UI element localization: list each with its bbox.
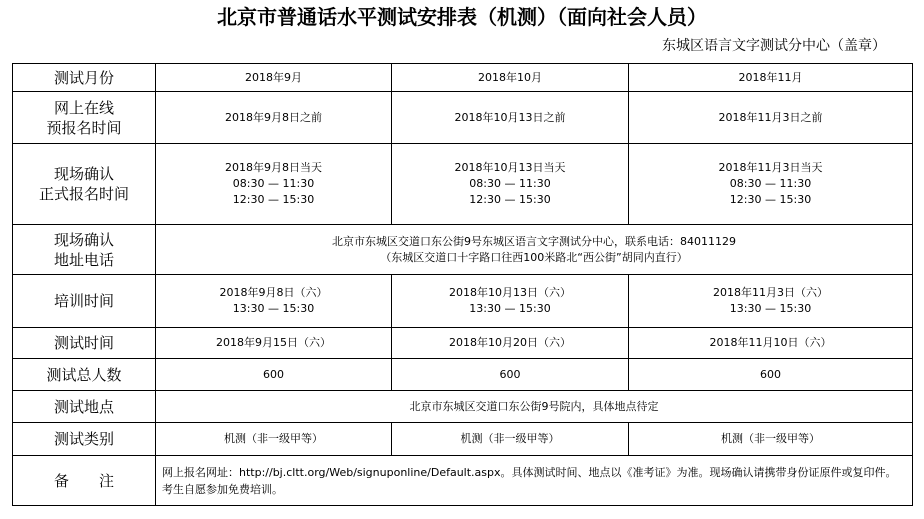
page-title: 北京市普通话水平测试安排表（机测）（面向社会人员） [217, 5, 707, 29]
onsite-afternoon-hours: 12:30 — 15:30 [729, 193, 812, 206]
training-hours: 13:30 — 15:30 [729, 302, 812, 315]
onsite-afternoon-hours: 12:30 — 15:30 [232, 193, 315, 206]
total-cell-2: 600 [392, 359, 629, 391]
training-date: 2018年11月3日（六） [713, 286, 828, 299]
total-cell-3: 600 [629, 359, 913, 391]
online-cell-1: 2018年9月8日之前 [156, 92, 392, 144]
onsite-date: 2018年10月13日当天 [454, 161, 566, 174]
address-directions: （东城区交道口十字路口往西100米路北“西公街”胡同内直行） [380, 250, 688, 264]
training-hours: 13:30 — 15:30 [469, 302, 551, 315]
row-label-address-phone [13, 225, 156, 275]
onsite-afternoon-hours: 12:30 — 15:30 [469, 193, 551, 206]
table-row-exam-location [13, 391, 913, 423]
training-hours: 13:30 — 15:30 [232, 302, 315, 315]
month-cell-2: 2018年10月 [392, 64, 629, 92]
table-row-remarks [13, 456, 913, 506]
month-cell-3: 2018年11月 [629, 64, 913, 92]
table-row-exam-time [13, 328, 913, 359]
row-label-onsite-registration [13, 144, 156, 225]
category-cell-2: 机测（非一级甲等） [392, 423, 629, 456]
month-cell-1: 2018年9月 [156, 64, 392, 92]
online-cell-2: 2018年10月13日之前 [392, 92, 629, 144]
onsite-cell-3 [629, 144, 913, 225]
onsite-morning-hours: 08:30 — 11:30 [729, 177, 812, 190]
table-row-exam-category [13, 423, 913, 456]
row-label-line: 现场确认 [53, 230, 114, 249]
table-row-month [13, 64, 913, 92]
exam-time-cell-2: 2018年10月20日（六） [392, 328, 629, 359]
row-label-month: 测试月份 [13, 64, 156, 92]
row-label-line: 现场确认 [53, 165, 114, 183]
onsite-morning-hours: 08:30 — 11:30 [469, 177, 551, 190]
row-label-training: 培训时间 [13, 275, 156, 328]
row-label-line: 正式报名时间 [38, 185, 129, 203]
row-label-line: 地址电话 [53, 250, 114, 269]
onsite-morning-hours: 08:30 — 11:30 [232, 177, 315, 190]
onsite-cell-2 [392, 144, 629, 225]
address-cell [156, 225, 913, 275]
row-label-line: 预报名时间 [46, 118, 122, 137]
exam-time-cell-1: 2018年9月15日（六） [156, 328, 392, 359]
row-label-total-candidates: 测试总人数 [13, 359, 156, 391]
total-cell-1: 600 [156, 359, 392, 391]
table-row-training [13, 275, 913, 328]
exam-time-cell-3: 2018年11月10日（六） [629, 328, 913, 359]
online-cell-3: 2018年11月3日之前 [629, 92, 913, 144]
training-cell-2 [392, 275, 629, 328]
row-label-online-registration [13, 92, 156, 144]
address-line: 北京市东城区交道口东公街9号东城区语言文字测试分中心，联系电话：84011129 [332, 234, 736, 248]
row-label-exam-location: 测试地点 [13, 391, 156, 423]
row-label-exam-category: 测试类别 [13, 423, 156, 456]
row-label-line: 网上在线 [53, 98, 114, 117]
issuer-seal-text: 东城区语言文字测试分中心（盖章） [662, 38, 886, 54]
row-label-remarks: 备 注 [13, 456, 156, 506]
training-date: 2018年10月13日（六） [449, 286, 571, 299]
training-cell-3 [629, 275, 913, 328]
onsite-date: 2018年9月8日当天 [225, 161, 322, 174]
table-row-address-phone [13, 225, 913, 275]
table-row-online-registration [13, 92, 913, 144]
schedule-table [12, 63, 913, 506]
table-row-onsite-registration [13, 144, 913, 225]
table-row-total-candidates [13, 359, 913, 391]
training-date: 2018年9月8日（六） [219, 286, 328, 299]
onsite-date: 2018年11月3日当天 [718, 161, 823, 174]
row-label-exam-time: 测试时间 [13, 328, 156, 359]
onsite-cell-1 [156, 144, 392, 225]
exam-location-cell: 北京市东城区交道口东公街9号院内，具体地点待定 [156, 391, 913, 423]
remarks-cell: 网上报名网址：http://bj.cltt.org/Web/signuponline/Default.aspx。具体测试时间、地点以《准考证》为准。现场确认请携带身份证原件或复印件。考生自愿参加免费培训。 [156, 456, 913, 506]
category-cell-1: 机测（非一级甲等） [156, 423, 392, 456]
training-cell-1 [156, 275, 392, 328]
category-cell-3: 机测（非一级甲等） [629, 423, 913, 456]
